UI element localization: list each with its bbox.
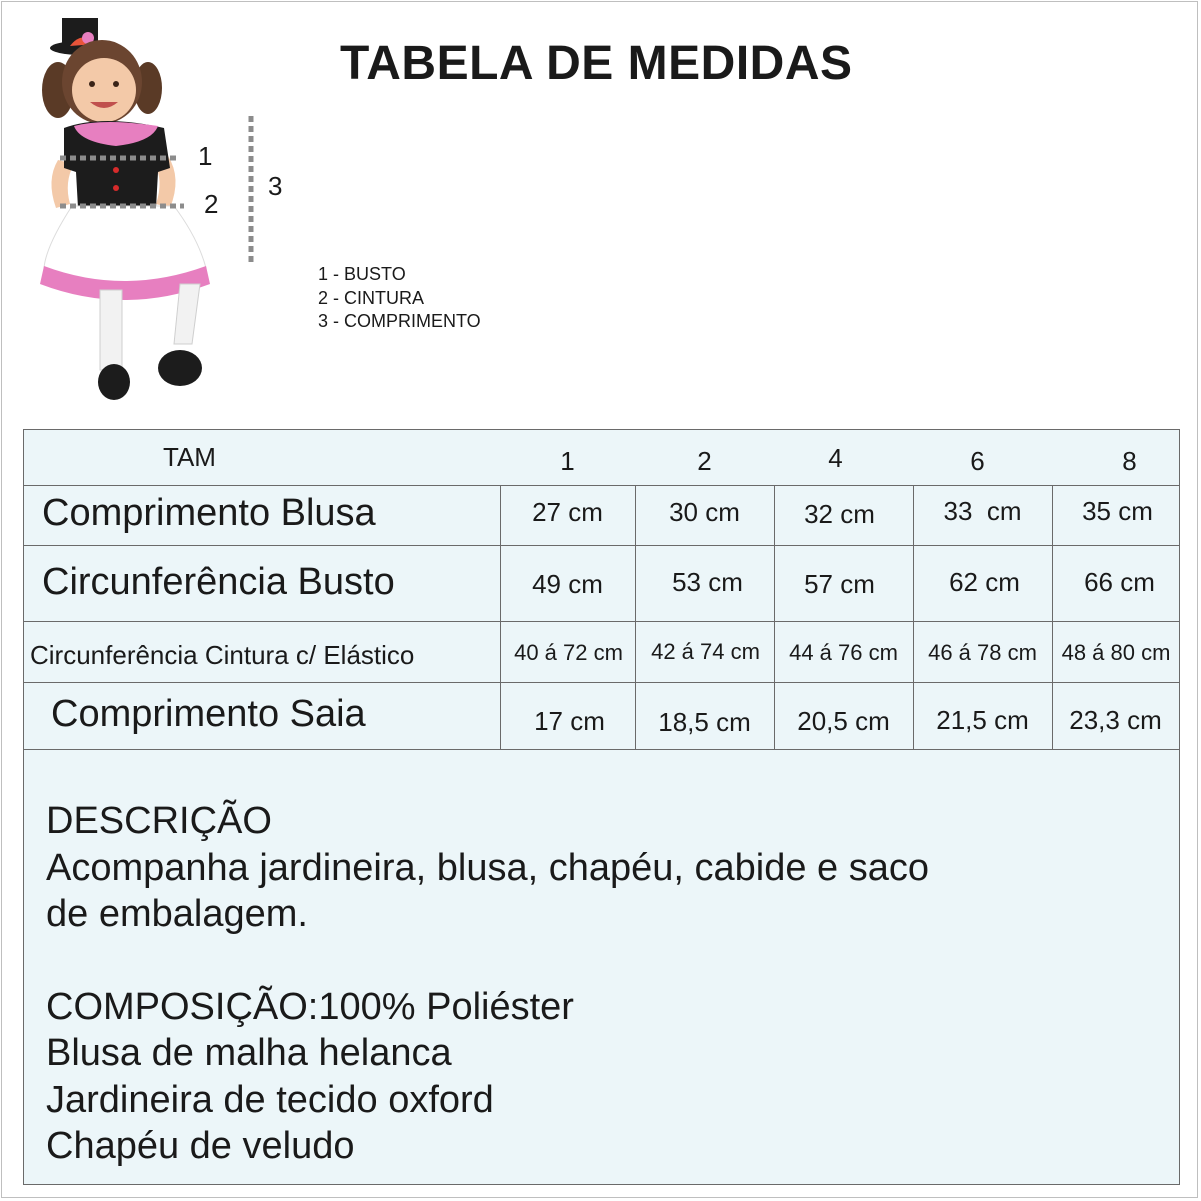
table-cell: 40 á 72 cm bbox=[514, 640, 623, 665]
table-cell: 20,5 cm bbox=[797, 706, 890, 736]
marker-1: 1 bbox=[198, 141, 213, 171]
table-header-tam: TAM bbox=[163, 442, 216, 472]
row-label-circunferencia-busto: Circunferência Busto bbox=[42, 561, 395, 603]
table-cell: 48 á 80 cm bbox=[1061, 640, 1171, 665]
table-cell: 35 cm bbox=[1082, 496, 1153, 526]
composition-line: Jardineira de tecido oxford bbox=[46, 1078, 494, 1121]
table-cell: 27 cm bbox=[532, 497, 603, 527]
marker-2: 2 bbox=[204, 189, 219, 219]
table-cell: 33 cm bbox=[943, 496, 1022, 526]
legend-item: 2 - CINTURA bbox=[318, 287, 425, 308]
table-cell: 18,5 cm bbox=[658, 707, 751, 737]
costume-illustration bbox=[30, 10, 310, 410]
marker-3: 3 bbox=[268, 171, 283, 201]
table-header-size: 1 bbox=[560, 446, 575, 476]
table-cell: 49 cm bbox=[532, 569, 603, 599]
table-cell: 30 cm bbox=[669, 497, 740, 527]
description-line: de embalagem. bbox=[46, 893, 308, 935]
composition-heading: COMPOSIÇÃO:100% Poliéster bbox=[46, 985, 574, 1028]
description-heading: DESCRIÇÃO bbox=[46, 800, 272, 842]
composition-line: Chapéu de veludo bbox=[46, 1125, 355, 1167]
table-divider bbox=[23, 545, 1180, 546]
table-divider bbox=[23, 485, 1180, 486]
table-cell: 17 cm bbox=[534, 706, 605, 736]
table-cell: 46 á 78 cm bbox=[928, 640, 1037, 665]
table-header-size: 4 bbox=[828, 443, 843, 473]
table-header-size: 2 bbox=[697, 446, 712, 476]
description-line: Acompanha jardineira, blusa, chapéu, cabide e saco bbox=[46, 846, 930, 889]
table-cell: 53 cm bbox=[672, 567, 743, 597]
table-cell: 62 cm bbox=[949, 567, 1020, 597]
table-header-size: 6 bbox=[970, 446, 985, 476]
table-cell: 44 á 76 cm bbox=[789, 640, 898, 665]
page-title: TABELA DE MEDIDAS bbox=[340, 37, 853, 90]
table-divider bbox=[23, 749, 1180, 750]
table-divider bbox=[23, 621, 1180, 622]
table-divider bbox=[23, 682, 1180, 683]
composition-line: Blusa de malha helanca bbox=[46, 1032, 452, 1074]
table-cell: 57 cm bbox=[804, 569, 875, 599]
measure-legend bbox=[318, 263, 481, 334]
table-cell: 23,3 cm bbox=[1069, 705, 1162, 735]
row-label-circunferencia-cintura: Circunferência Cintura c/ Elástico bbox=[30, 640, 415, 670]
table-cell: 21,5 cm bbox=[936, 705, 1029, 735]
table-header-size: 8 bbox=[1122, 446, 1137, 476]
row-label-comprimento-saia: Comprimento Saia bbox=[51, 693, 366, 735]
table-cell: 42 á 74 cm bbox=[651, 639, 760, 664]
legend-item: 1 - BUSTO bbox=[318, 264, 406, 284]
legend-item: 3 - COMPRIMENTO bbox=[318, 311, 481, 331]
table-cell: 32 cm bbox=[804, 499, 875, 529]
row-label-comprimento-blusa: Comprimento Blusa bbox=[42, 492, 376, 534]
table-cell: 66 cm bbox=[1084, 567, 1155, 597]
product-description bbox=[46, 798, 929, 1170]
